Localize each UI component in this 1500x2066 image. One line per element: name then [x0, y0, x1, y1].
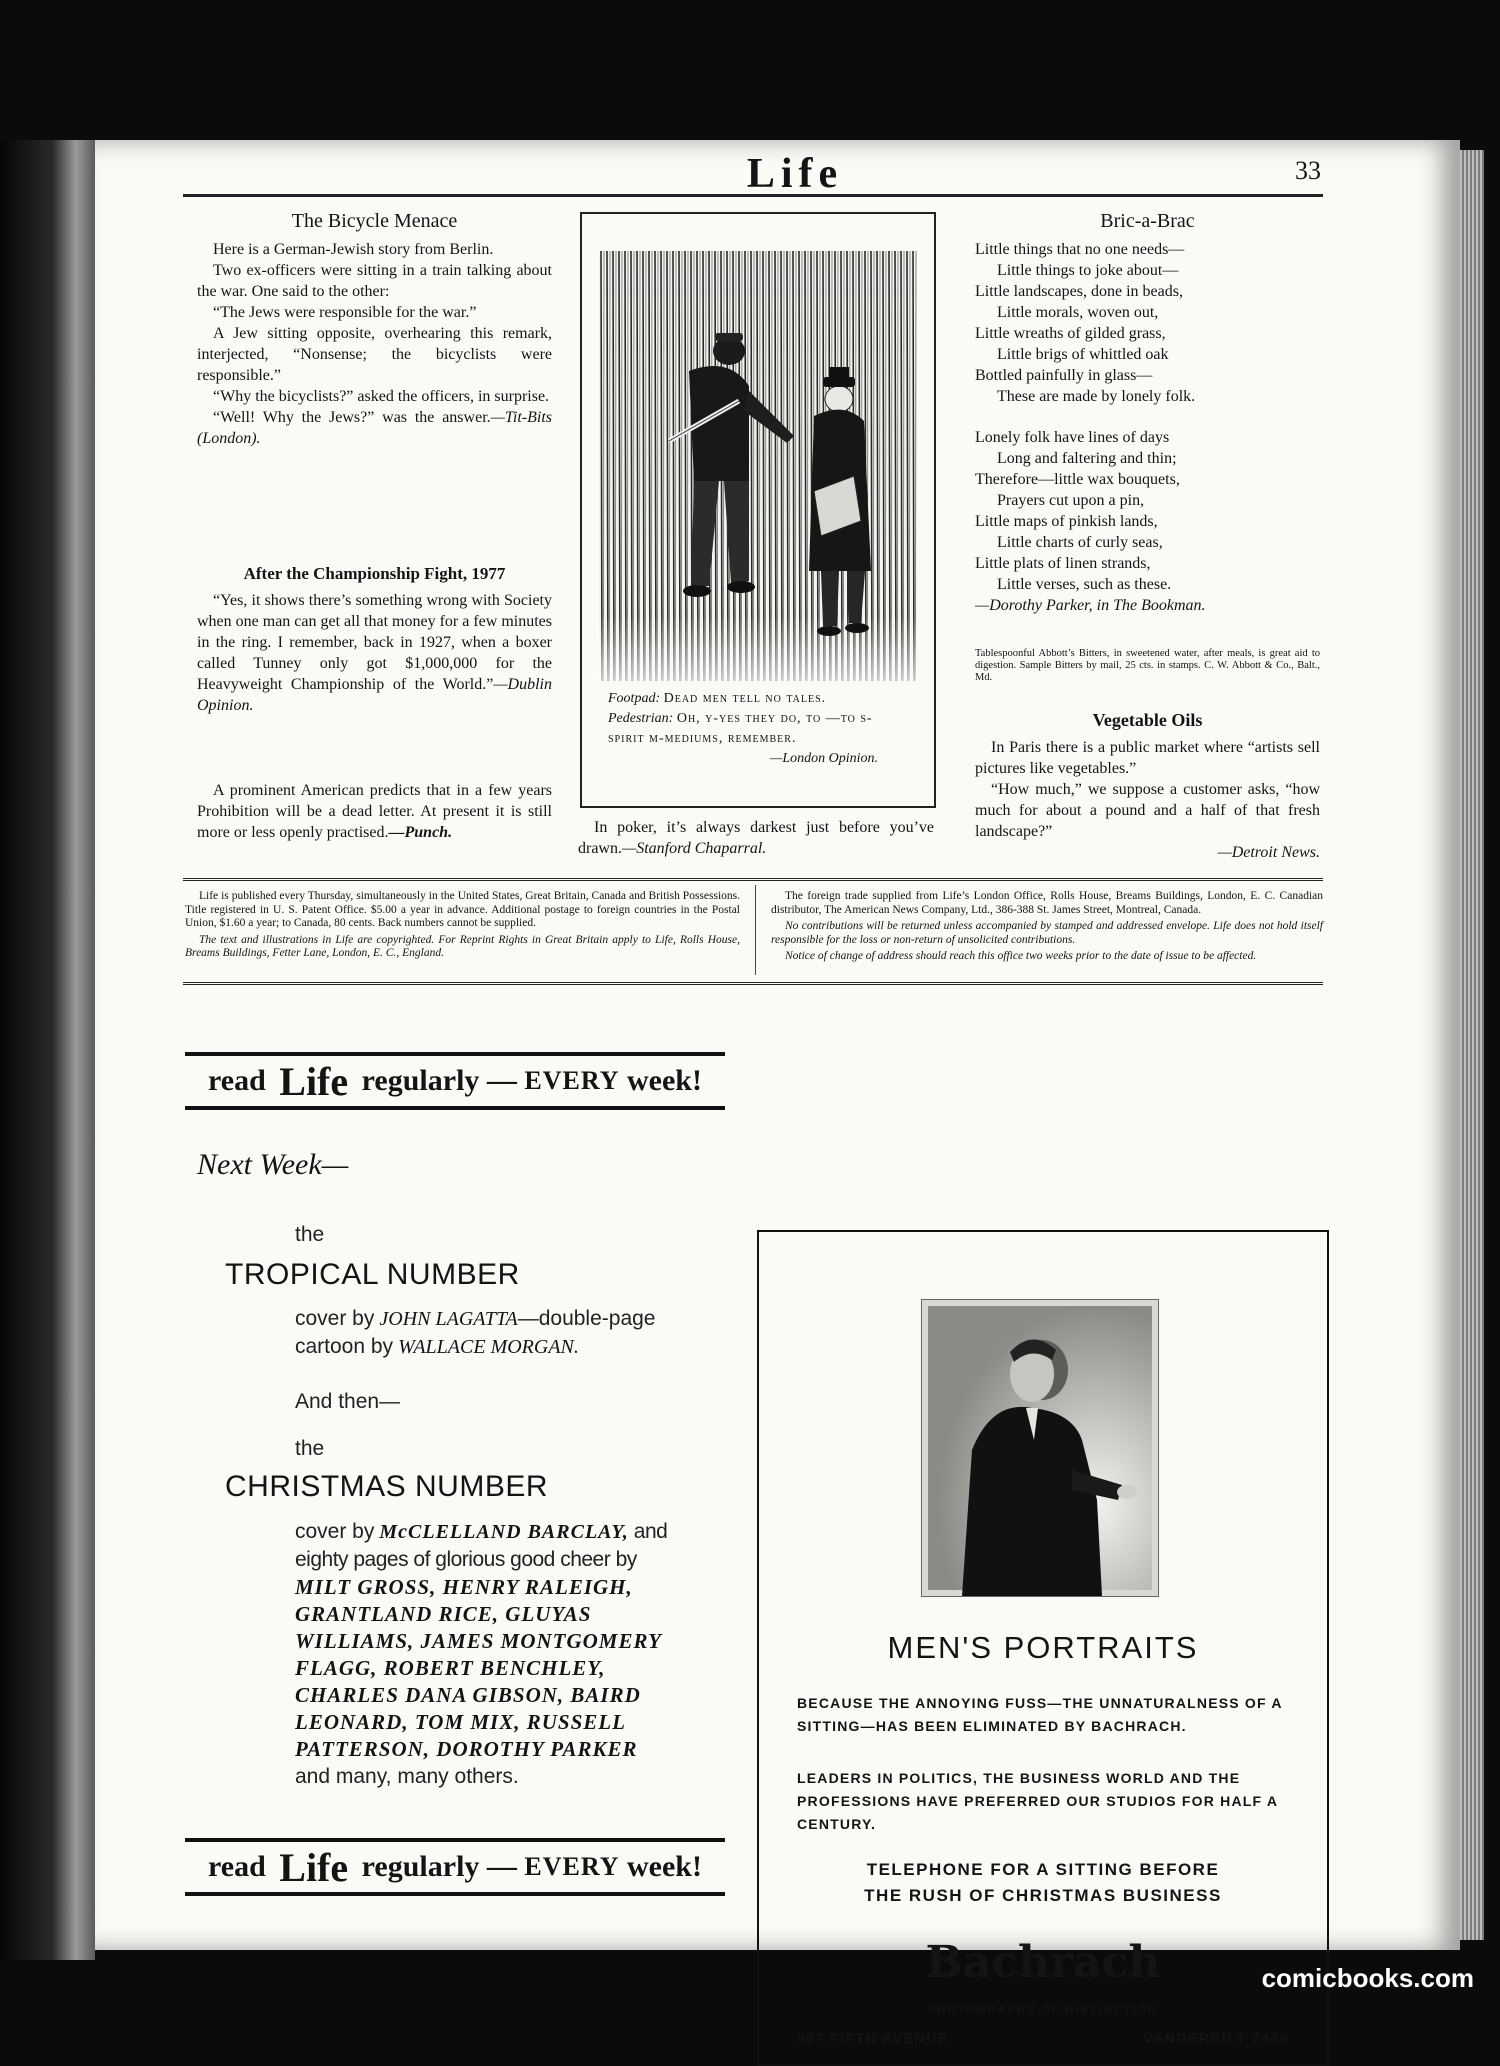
poem-stanza [975, 427, 1320, 616]
poem-line: Little landscapes, done in beads, [975, 283, 1183, 300]
ad-address: 507 FIFTH AVENUE [797, 2030, 949, 2046]
promo-text: —double-page cartoon by [295, 1307, 656, 1358]
source-credit: —Dorothy Parker, in The Bookman. [975, 597, 1206, 614]
article-body: “Yes, it shows there’s something wrong with Society when one man can get all that money for a few minutes in the ring. I remember, back in 1927, when a boxer called Tunney only got $1,000,000 for the Heavyweight Championship of the World.” [197, 592, 552, 693]
paragraph: Two ex-officers were sitting in a train talking about the war. One said to the other: [197, 262, 552, 300]
ad-telephone-line: THE RUSH OF CHRISTMAS BUSINESS [864, 1886, 1222, 1905]
ad-paragraph: LEADERS IN POLITICS, THE BUSINESS WORLD AND THE PROFESSIONS HAVE PREFERRED OUR STUDIOS FOR HALF A CENTURY. [797, 1770, 1278, 1832]
article-prohibition [197, 780, 552, 843]
imprint-text: The text and illustrations in Life are copyrighted. For Reprint Rights in Great Britain apply to Life, Rolls House, Breams Buildings, Fetter Lane, London, E. C., England. [185, 933, 740, 959]
artist-name: WALLACE MORGAN. [398, 1336, 579, 1358]
banner-text: week! [627, 1850, 702, 1883]
poem-line: These are made by lonely folk. [997, 388, 1196, 405]
paragraph: Here is a German-Jewish story from Berlin. [213, 241, 494, 258]
imprint-text: The foreign trade supplied from Life’s London Office, Rolls House, Breams Buildings, London, E. C. Canadian distributor, The American News Company, Ltd., 386-388 St. James Street, Montreal, Canada. [771, 890, 1323, 916]
source-credit: —Detroit News. [1217, 844, 1320, 861]
christmas-credits [295, 1518, 695, 1790]
watermark-text: comicbooks.com [1261, 1963, 1474, 1993]
ad-headline: MEN'S PORTRAITS [887, 1630, 1199, 1665]
header-rule [183, 194, 1323, 197]
poem-title: Bric-a-Brac [1100, 210, 1195, 232]
book-spine-left [0, 140, 95, 1960]
banner-text: regularly — [361, 1850, 517, 1883]
article-body [197, 239, 552, 449]
source-credit: —Tit-Bits (London). [197, 409, 552, 447]
poem-line: Little things that no one needs— [975, 241, 1185, 258]
artist-name: JOHN LAGATTA [379, 1308, 518, 1330]
banner-every: EVERY [524, 1852, 620, 1881]
promo-text: cover by [295, 1307, 375, 1330]
promo-text: cover by [295, 1520, 375, 1543]
article-body: In poker, it’s always darkest just before you’ve drawn. [578, 819, 934, 857]
tropical-number-heading: TROPICAL NUMBER [225, 1258, 520, 1291]
next-week-heading: Next Week— [197, 1148, 349, 1181]
ad-paragraph: BECAUSE THE ANNOYING FUSS—THE UNNATURALNESS OF A SITTING—HAS BEEN ELIMINATED BY BACHRACH. [797, 1695, 1283, 1734]
portrait-illustration [922, 1300, 1158, 1596]
promo-text: And then— [295, 1390, 401, 1413]
bitters-ad: Tablespoonful Abbott’s Bitters, in sweetened water, after meals, is great aid to digestion. Sample Bitters by mail, 25 cts. in stamps. C. W. Abbott & Co., Balt., Md. [975, 648, 1320, 683]
tropical-cover-credits [295, 1305, 715, 1361]
caption-speaker: Pedestrian: [608, 711, 674, 726]
poem-line: Bottled painfully in glass— [975, 367, 1153, 384]
source-credit: —Stanford Chaparral. [621, 840, 767, 857]
imprint-left [185, 890, 740, 964]
caption-speaker: Footpad: [608, 691, 661, 706]
source-credit: —Punch. [388, 824, 453, 841]
banner-every: EVERY [524, 1066, 620, 1095]
poem-line: Therefore—little wax bouquets, [975, 471, 1180, 488]
ad-telephone-line: TELEPHONE FOR A SITTING BEFORE [866, 1860, 1220, 1879]
promo-text: and many, many others. [295, 1765, 519, 1788]
banner-text: regularly — [361, 1064, 517, 1097]
page-edge-right [1460, 150, 1484, 1940]
promo-text: the [295, 1223, 325, 1246]
poem-line: Little wreaths of gilded grass, [975, 325, 1166, 342]
poem-line: Little verses, such as these. [997, 576, 1172, 593]
ad-phone: VANDERBILT 7400 [1143, 2030, 1289, 2046]
poem-line: Prayers cut upon a pin, [997, 492, 1145, 509]
ad-tagline: PHOTOGRAPHS OF DISTINCTION [928, 2004, 1158, 2016]
christmas-number-heading: CHRISTMAS NUMBER [225, 1470, 549, 1503]
bachrach-advertisement [757, 1230, 1329, 2066]
article-title: The Bicycle Menace [291, 210, 458, 232]
contributor-names: MILT GROSS, HENRY RALEIGH, GRANTLAND RICE, GLUYAS WILLIAMS, JAMES MONTGOMERY FLAGG, ROBERT BENCHLEY, CHARLES DANA GIBSON, BAIRD LEONARD, TOM MIX, RUSSELL PATTERSON, DOROTHY PARKER [295, 1575, 662, 1761]
caption-line: Oh, y-yes they do, to —to s-spirit m-mediums, remember. [608, 711, 873, 746]
poem-line: Lonely folk have lines of days [975, 429, 1170, 446]
article-vegetable-oils [975, 710, 1320, 863]
article-poker [578, 817, 934, 859]
imprint-text: Notice of change of address should reach this office two weeks prior to the date of issue to be affected. [785, 950, 1257, 962]
read-life-banner-bottom [185, 1838, 725, 1896]
bachrach-logo: Bachrach [925, 1937, 1161, 1988]
source-credit: —Dublin Opinion. [197, 676, 552, 714]
paragraph: In Paris there is a public market where “artists sell pictures like vegetables.” [975, 739, 1320, 777]
imprint-text: Life is published every Thursday, simultaneously in the United States, Great Britain, Canada and British Possessions. Title registered in U. S. Patent Office. $5.00 a year in advance. Additional postage to foreign countries in the Postal Union, $1.60 a year; to Canada, 80 cents. Back numbers cannot be supplied. [185, 890, 740, 929]
artist-name: McCLELLAND BARCLAY, [379, 1521, 629, 1543]
cartoon-caption [608, 689, 908, 769]
poem-line: Little charts of curly seas, [997, 534, 1163, 551]
article-body: A prominent American predicts that in a few years Prohibition will be a dead letter. At present it is still more or less openly practised. [197, 782, 552, 841]
imprint-rule-bottom [183, 982, 1323, 985]
paragraph: “The Jews were responsible for the war.” [213, 304, 477, 321]
paragraph: A Jew sitting opposite, overhearing this remark, interjected, “Nonsense; the bicyclists were responsible.” [197, 325, 552, 384]
read-life-banner-top [185, 1052, 725, 1110]
cartoon-panel [580, 212, 936, 808]
banner-life: Life [279, 1058, 349, 1104]
promo-text: the [295, 1437, 325, 1460]
article-bicycle-menace [197, 210, 552, 449]
imprint-text: No contributions will be returned unless accompanied by stamped and addressed envelope. Life does not hold itself responsible for the loss or non-return of unsolicited contributions. [771, 920, 1323, 946]
banner-text: read [207, 1850, 266, 1883]
masthead-title: Life [746, 151, 844, 197]
poem-line: Long and faltering and thin; [997, 450, 1177, 467]
article-title: Vegetable Oils [1092, 710, 1203, 730]
ad-telephone-prompt [759, 1857, 1327, 1909]
poem-line: Little morals, woven out, [997, 304, 1159, 321]
imprint-right [771, 890, 1323, 967]
caption-line: Dead men tell no tales. [663, 691, 827, 706]
imprint-divider [755, 885, 756, 975]
poem-line: Little plats of linen strands, [975, 555, 1151, 572]
banner-text: read [207, 1064, 266, 1097]
paragraph: “Why the bicyclists?” asked the officers, in surprise. [213, 388, 550, 405]
portrait-photo [921, 1299, 1159, 1597]
poem-line: Little maps of pinkish lands, [975, 513, 1158, 530]
poem-line: Little things to joke about— [997, 262, 1179, 279]
page-number: 33 [1295, 156, 1321, 185]
article-championship [197, 564, 552, 716]
paragraph: “Well! Why the Jews?” was the answer. [213, 409, 491, 426]
poem-bric-a-brac [975, 210, 1320, 616]
source-credit: —London Opinion. [769, 751, 878, 766]
paragraph: “How much,” we suppose a customer asks, “how much for about a pound and a half of that fresh landscape?” [975, 781, 1320, 840]
poem-stanza [975, 239, 1320, 407]
cartoon-illustration [599, 251, 917, 681]
banner-life: Life [279, 1844, 349, 1890]
imprint-rule-top [183, 878, 1323, 881]
promo-text: and eighty pages of glorious good cheer by [295, 1520, 668, 1571]
banner-text: week! [627, 1064, 702, 1097]
poem-line: Little brigs of whittled oak [997, 346, 1169, 363]
article-title: After the Championship Fight, 1977 [243, 564, 506, 583]
